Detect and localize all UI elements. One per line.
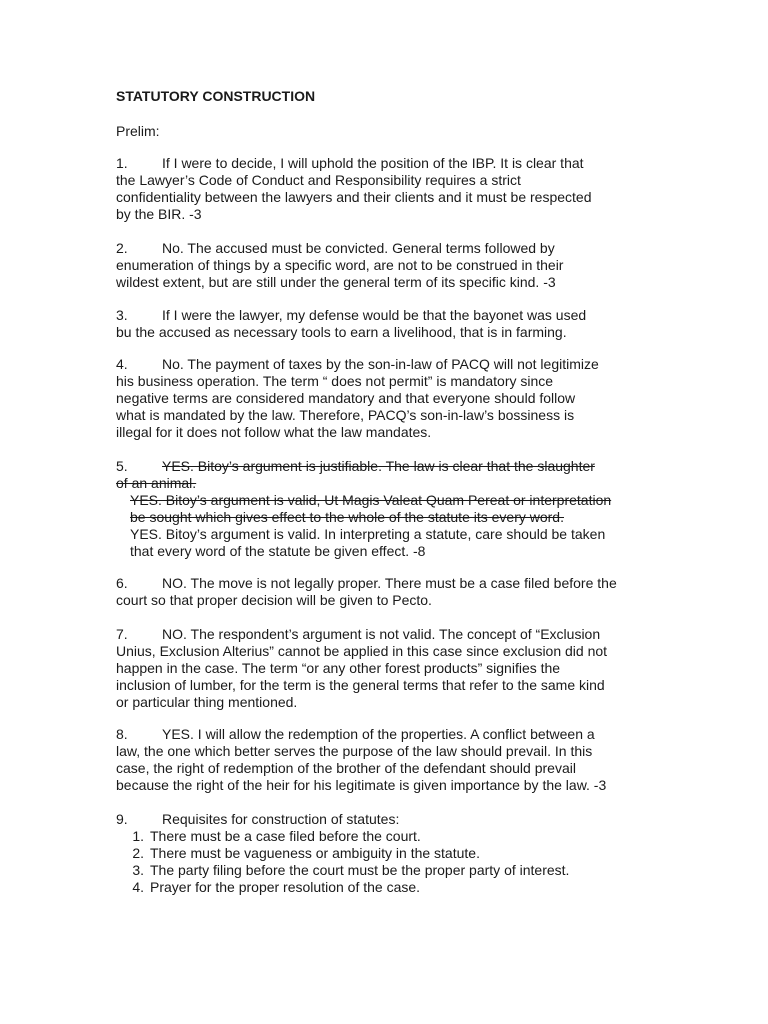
answer-line: wildest extent, but are still under the general term of its specific kind. -3 xyxy=(116,274,556,290)
list-item: 3. The party filing before the court must be the proper party of interest. xyxy=(132,862,570,878)
answer-item xyxy=(116,240,676,291)
answer-line: what is mandated by the law. Therefore, PACQ’s son-in-law’s bossiness is xyxy=(116,407,575,423)
item-number: 1. xyxy=(116,155,128,171)
answer-line: law, the one which better serves the purpose of the law should prevail. In this xyxy=(116,743,593,759)
answer-item xyxy=(116,356,676,441)
answer-text xyxy=(116,307,676,324)
list-item: 4. Prayer for the proper resolution of the case. xyxy=(132,879,421,895)
answer-text xyxy=(116,155,676,172)
struck-indented-line: YES. Bitoy’s argument is valid, Ut Magis Valeat Quam Pereat or interpretation xyxy=(130,492,612,508)
answer-line: bu the accused as necessary tools to earn a livelihood, that is in farming. xyxy=(116,324,567,340)
answer-text xyxy=(116,458,676,475)
item-number: 3. xyxy=(116,307,128,323)
answer-item xyxy=(116,575,676,609)
answer-item xyxy=(116,155,676,223)
answer-item xyxy=(116,811,676,896)
item-number: 6. xyxy=(116,575,128,591)
item-number: 8. xyxy=(116,726,128,742)
struck-line: 5. YES. Bitoy’s argument is justifiable. The law is clear that the slaughter xyxy=(116,458,595,474)
answer-line: or particular thing mentioned. xyxy=(116,694,298,710)
answer-line: 6. NO. The move is not legally proper. There must be a case filed before the xyxy=(116,575,617,591)
answer-line: inclusion of lumber, for the term is the general terms that refer to the same kind xyxy=(116,677,605,693)
indented-line: that every word of the statute be given effect. -8 xyxy=(130,543,426,559)
answer-text xyxy=(116,726,676,743)
answer-line: 2. No. The accused must be convicted. General terms followed by xyxy=(116,240,555,256)
answer-line: happen in the case. The term “or any other forest products” signifies the xyxy=(116,660,561,676)
section-heading: Prelim: xyxy=(116,123,160,139)
requisites-list xyxy=(116,828,676,896)
item-number: 2. xyxy=(116,240,128,256)
answer-line: Unius, Exclusion Alterius” cannot be applied in this case since exclusion did not xyxy=(116,643,608,659)
answer-line: illegal for it does not follow what the law mandates. xyxy=(116,424,432,440)
answer-text xyxy=(116,575,676,592)
item-number: 5. xyxy=(116,458,128,474)
document-title: STATUTORY CONSTRUCTION xyxy=(116,88,316,104)
answer-line: 9. Requisites for construction of statutes: xyxy=(116,811,400,827)
answer-line: by the BIR. -3 xyxy=(116,206,202,222)
item-number: 7. xyxy=(116,626,128,642)
answer-text xyxy=(116,811,676,828)
list-item: 2. There must be vagueness or ambiguity in the statute. xyxy=(132,845,480,861)
answer-line: court so that proper decision will be given to Pecto. xyxy=(116,592,432,608)
answer-line: the Lawyer’s Code of Conduct and Responsibility requires a strict xyxy=(116,172,521,188)
answer-line: 7. NO. The respondent’s argument is not valid. The concept of “Exclusion xyxy=(116,626,601,642)
answer-line: 4. No. The payment of taxes by the son-in-law of PACQ will not legitimize xyxy=(116,356,599,372)
answer-line: 8. YES. I will allow the redemption of the properties. A conflict between a xyxy=(116,726,595,742)
answer-item xyxy=(116,458,676,560)
answer-item xyxy=(116,307,676,341)
indented-line: YES. Bitoy’s argument is valid. In interpreting a statute, care should be taken xyxy=(130,526,606,542)
answer-text xyxy=(116,356,676,373)
answer-line: enumeration of things by a specific word, are not to be construed in their xyxy=(116,257,564,273)
list-item: 1. There must be a case filed before the court. xyxy=(132,828,421,844)
answer-line: 3. If I were the lawyer, my defense would be that the bayonet was used xyxy=(116,307,587,323)
answer-item xyxy=(116,626,676,711)
answer-line: because the right of the heir for his legitimate is given importance by the law. -3 xyxy=(116,777,607,793)
struck-indented-line: be sought which gives effect to the whole of the statute its every word. xyxy=(130,509,564,525)
answer-text xyxy=(116,240,676,257)
answer-line: 1. If I were to decide, I will uphold the position of the IBP. It is clear that xyxy=(116,155,584,171)
answer-line: case, the right of redemption of the brother of the defendant should prevail xyxy=(116,760,576,776)
struck-line: of an animal. xyxy=(116,475,197,491)
answer-item xyxy=(116,726,676,794)
answer-line: negative terms are considered mandatory and that everyone should follow xyxy=(116,390,576,406)
answer-text xyxy=(116,626,676,643)
item-number: 4. xyxy=(116,356,128,372)
answer-line: confidentiality between the lawyers and their clients and it must be respected xyxy=(116,189,592,205)
answer-line: his business operation. The term “ does not permit” is mandatory since xyxy=(116,373,554,389)
item-number: 9. xyxy=(116,811,128,827)
